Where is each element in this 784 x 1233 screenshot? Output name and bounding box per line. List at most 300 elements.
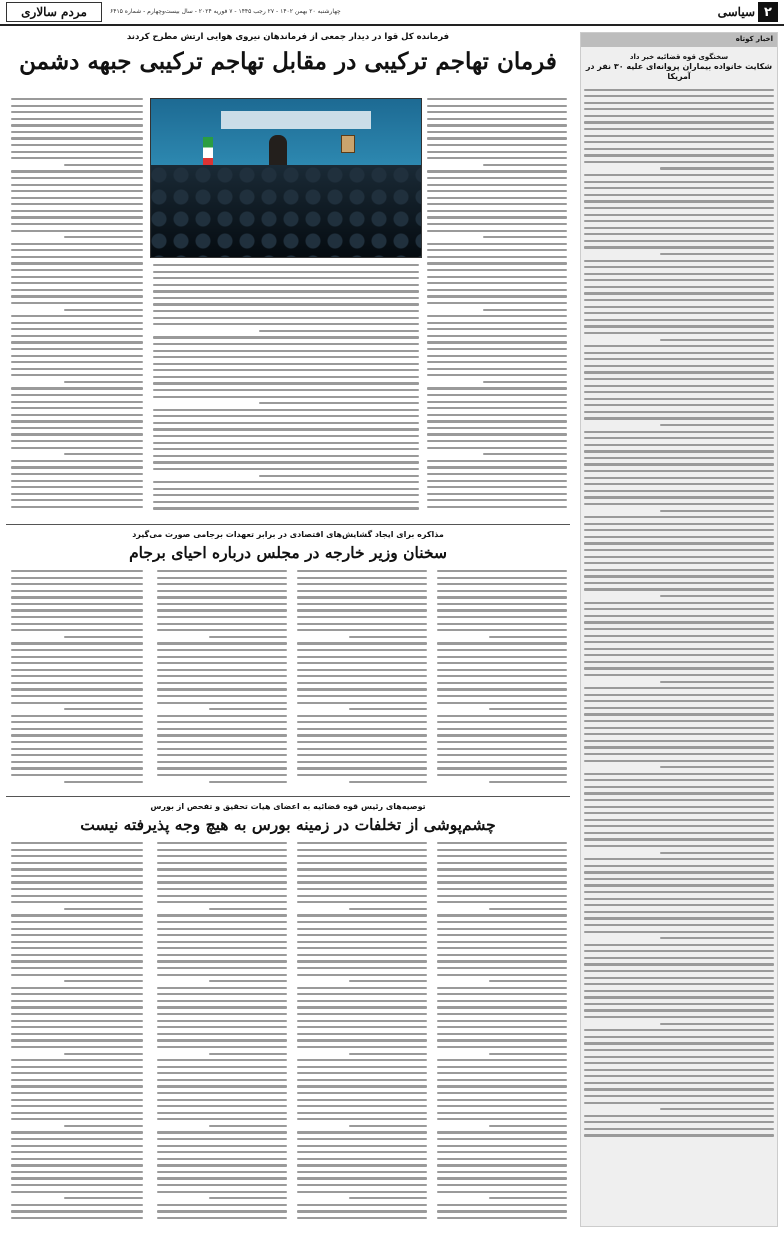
- body-text-lines: [8, 98, 146, 508]
- text-line: [437, 761, 567, 763]
- text-line: [297, 629, 427, 631]
- text-line: [437, 967, 567, 969]
- text-line: [427, 427, 567, 429]
- text-line: [11, 754, 143, 756]
- text-line: [427, 216, 567, 218]
- text-line: [157, 862, 287, 864]
- text-line: [297, 1033, 427, 1035]
- text-line: [584, 727, 774, 729]
- text-line: [584, 332, 774, 334]
- text-line: [297, 1026, 427, 1028]
- text-line: [11, 262, 143, 264]
- text-line: [437, 1204, 567, 1206]
- text-line: [584, 299, 774, 301]
- text-line: [11, 842, 143, 844]
- text-line: [157, 656, 287, 658]
- text-line: [11, 433, 143, 435]
- text-line: [660, 167, 774, 169]
- text-line: [11, 368, 143, 370]
- text-line: [11, 387, 143, 389]
- text-line: [584, 286, 774, 288]
- text-line: [584, 536, 774, 538]
- text-line: [427, 433, 567, 435]
- text-line: [11, 682, 143, 684]
- text-line: [153, 455, 419, 457]
- text-line: [427, 420, 567, 422]
- text-line: [427, 499, 567, 501]
- text-line: [297, 862, 427, 864]
- text-line: [297, 967, 427, 969]
- text-line: [157, 570, 287, 572]
- text-line: [584, 1003, 774, 1005]
- text-line: [64, 453, 143, 455]
- text-line: [584, 806, 774, 808]
- text-line: [660, 681, 774, 683]
- text-line: [297, 721, 427, 723]
- text-line: [584, 352, 774, 354]
- text-line: [483, 381, 567, 383]
- text-line: [427, 401, 567, 403]
- text-line: [157, 1204, 287, 1206]
- text-line: [584, 760, 774, 762]
- text-line: [11, 427, 143, 429]
- text-line: [64, 708, 143, 710]
- text-line: [11, 849, 143, 851]
- text-line: [584, 621, 774, 623]
- text-line: [297, 688, 427, 690]
- text-line: [297, 1020, 427, 1022]
- text-line: [584, 503, 774, 505]
- text-line: [584, 588, 774, 590]
- text-line: [153, 297, 419, 299]
- text-line: [584, 260, 774, 262]
- text-line: [427, 170, 567, 172]
- text-line: [11, 623, 143, 625]
- text-line: [584, 404, 774, 406]
- text-line: [584, 141, 774, 143]
- text-line: [11, 210, 143, 212]
- text-line: [437, 1026, 567, 1028]
- body-text-lines: [434, 570, 570, 783]
- text-line: [437, 1000, 567, 1002]
- text-line: [584, 483, 774, 485]
- text-line: [297, 590, 427, 592]
- text-line: [584, 1134, 774, 1136]
- text-line: [437, 583, 567, 585]
- text-line: [157, 1112, 287, 1114]
- text-line: [489, 980, 567, 982]
- text-line: [297, 1118, 427, 1120]
- text-line: [157, 1026, 287, 1028]
- text-line: [427, 506, 567, 508]
- text-line: [297, 1112, 427, 1114]
- text-line: [157, 734, 287, 736]
- text-line: [584, 648, 774, 650]
- text-line: [437, 1151, 567, 1153]
- text-line: [297, 1066, 427, 1068]
- text-line: [11, 249, 143, 251]
- text-line: [584, 450, 774, 452]
- text-line: [427, 190, 567, 192]
- text-line: [11, 361, 143, 363]
- text-line: [157, 1118, 287, 1120]
- sidebar-header: اخبار کوتاه: [581, 33, 777, 47]
- text-line: [11, 394, 143, 396]
- text-line: [437, 1013, 567, 1015]
- text-line: [11, 256, 143, 258]
- text-line: [427, 493, 567, 495]
- text-line: [584, 292, 774, 294]
- text-line: [11, 761, 143, 763]
- text-line: [11, 1033, 143, 1035]
- text-line: [11, 315, 143, 317]
- text-line: [427, 137, 567, 139]
- text-line: [157, 842, 287, 844]
- text-line: [437, 1085, 567, 1087]
- text-line: [11, 1131, 143, 1133]
- text-line: [584, 385, 774, 387]
- text-line: [153, 396, 419, 398]
- text-line: [297, 748, 427, 750]
- text-line: [584, 463, 774, 465]
- text-line: [584, 233, 774, 235]
- text-line: [11, 748, 143, 750]
- text-line: [297, 702, 427, 704]
- text-line: [11, 721, 143, 723]
- text-line: [11, 440, 143, 442]
- text-line: [297, 1079, 427, 1081]
- text-line: [660, 595, 774, 597]
- text-line: [349, 1125, 427, 1127]
- text-line: [157, 1059, 287, 1061]
- text-line: [584, 1062, 774, 1064]
- text-line: [11, 1177, 143, 1179]
- text-line: [11, 276, 143, 278]
- text-line: [437, 649, 567, 651]
- text-line: [297, 881, 427, 883]
- text-line: [584, 1036, 774, 1038]
- article2-column-3: [154, 570, 290, 792]
- text-line: [11, 734, 143, 736]
- text-line: [157, 868, 287, 870]
- text-line: [584, 89, 774, 91]
- text-line: [11, 414, 143, 416]
- text-line: [584, 128, 774, 130]
- text-line: [427, 203, 567, 205]
- text-line: [297, 1085, 427, 1087]
- text-line: [153, 264, 419, 266]
- text-line: [157, 1033, 287, 1035]
- text-line: [584, 687, 774, 689]
- text-line: [437, 728, 567, 730]
- text-line: [437, 1118, 567, 1120]
- text-line: [153, 448, 419, 450]
- text-line: [584, 1049, 774, 1051]
- text-line: [11, 590, 143, 592]
- text-line: [427, 348, 567, 350]
- text-line: [437, 842, 567, 844]
- text-line: [157, 960, 287, 962]
- text-line: [427, 374, 567, 376]
- audience-crowd: [151, 165, 421, 257]
- text-line: [584, 983, 774, 985]
- text-line: [483, 453, 567, 455]
- text-line: [584, 970, 774, 972]
- text-line: [584, 1128, 774, 1130]
- text-line: [297, 734, 427, 736]
- text-line: [157, 741, 287, 743]
- text-line: [157, 767, 287, 769]
- text-line: [584, 773, 774, 775]
- text-line: [427, 230, 567, 232]
- text-line: [427, 276, 567, 278]
- text-line: [437, 656, 567, 658]
- text-line: [11, 506, 143, 508]
- text-line: [297, 754, 427, 756]
- text-line: [584, 444, 774, 446]
- text-line: [11, 184, 143, 186]
- text-line: [11, 480, 143, 482]
- article1-column-1: [424, 98, 570, 516]
- text-line: [64, 636, 143, 638]
- text-line: [584, 832, 774, 834]
- text-line: [153, 369, 419, 371]
- text-line: [153, 310, 419, 312]
- text-line: [584, 306, 774, 308]
- text-line: [297, 662, 427, 664]
- text-line: [297, 855, 427, 857]
- text-line: [427, 486, 567, 488]
- text-line: [259, 402, 419, 404]
- text-line: [157, 875, 287, 877]
- text-line: [297, 741, 427, 743]
- text-line: [584, 746, 774, 748]
- text-line: [437, 993, 567, 995]
- text-line: [297, 609, 427, 611]
- text-line: [437, 577, 567, 579]
- text-line: [427, 368, 567, 370]
- text-line: [437, 987, 567, 989]
- text-line: [437, 1177, 567, 1179]
- text-line: [11, 355, 143, 357]
- text-line: [157, 1105, 287, 1107]
- text-line: [437, 875, 567, 877]
- text-line: [11, 875, 143, 877]
- text-line: [297, 1099, 427, 1101]
- text-line: [11, 341, 143, 343]
- text-line: [157, 928, 287, 930]
- text-line: [153, 422, 419, 424]
- text-line: [11, 118, 143, 120]
- text-line: [64, 381, 143, 383]
- text-line: [437, 695, 567, 697]
- text-line: [437, 675, 567, 677]
- text-line: [437, 767, 567, 769]
- text-line: [584, 635, 774, 637]
- sidebar-title: شکایت خانواده بیماران پروانه‌ای علیه ۳۰ نفر در آمریکا: [585, 61, 773, 82]
- text-line: [11, 987, 143, 989]
- text-line: [584, 378, 774, 380]
- text-line: [489, 1053, 567, 1055]
- newspaper-logo: مردم سالاری: [6, 2, 102, 22]
- text-line: [157, 774, 287, 776]
- text-line: [157, 987, 287, 989]
- masthead: [0, 0, 784, 26]
- text-line: [297, 577, 427, 579]
- text-line: [157, 1171, 287, 1173]
- text-line: [153, 323, 419, 325]
- text-line: [11, 901, 143, 903]
- text-line: [157, 941, 287, 943]
- text-line: [157, 1072, 287, 1074]
- text-line: [297, 1105, 427, 1107]
- text-line: [157, 662, 287, 664]
- text-line: [437, 748, 567, 750]
- text-line: [153, 284, 419, 286]
- text-line: [584, 615, 774, 617]
- text-line: [437, 702, 567, 704]
- text-line: [297, 947, 427, 949]
- text-line: [157, 603, 287, 605]
- text-line: [437, 914, 567, 916]
- text-line: [297, 1059, 427, 1061]
- text-line: [584, 963, 774, 965]
- text-line: [660, 937, 774, 939]
- text-line: [209, 1197, 287, 1199]
- text-line: [157, 888, 287, 890]
- text-line: [584, 417, 774, 419]
- text-line: [584, 990, 774, 992]
- text-line: [584, 371, 774, 373]
- text-line: [157, 1184, 287, 1186]
- text-line: [427, 361, 567, 363]
- text-line: [297, 596, 427, 598]
- text-line: [427, 269, 567, 271]
- text-line: [437, 849, 567, 851]
- text-line: [437, 721, 567, 723]
- text-line: [297, 774, 427, 776]
- text-line: [157, 754, 287, 756]
- text-line: [437, 901, 567, 903]
- text-line: [489, 908, 567, 910]
- article3-column-1: [434, 842, 570, 1227]
- text-line: [427, 473, 567, 475]
- text-line: [427, 355, 567, 357]
- text-line: [584, 240, 774, 242]
- text-line: [427, 118, 567, 120]
- text-line: [427, 295, 567, 297]
- text-line: [489, 708, 567, 710]
- text-line: [297, 993, 427, 995]
- text-line: [11, 1171, 143, 1173]
- text-line: [660, 1108, 774, 1110]
- text-line: [297, 695, 427, 697]
- text-line: [153, 382, 419, 384]
- text-line: [11, 420, 143, 422]
- text-line: [11, 230, 143, 232]
- text-line: [427, 440, 567, 442]
- text-line: [153, 428, 419, 430]
- article1-column-2: [150, 264, 422, 516]
- text-line: [11, 1105, 143, 1107]
- text-line: [584, 365, 774, 367]
- text-line: [427, 335, 567, 337]
- text-line: [157, 967, 287, 969]
- text-line: [489, 1125, 567, 1127]
- text-line: [157, 1138, 287, 1140]
- text-line: [11, 583, 143, 585]
- text-line: [427, 282, 567, 284]
- text-line: [437, 1039, 567, 1041]
- text-line: [11, 669, 143, 671]
- text-line: [584, 1082, 774, 1084]
- text-line: [157, 1006, 287, 1008]
- text-line: [584, 1095, 774, 1097]
- text-line: [584, 135, 774, 137]
- article1-column-3: [8, 98, 146, 516]
- text-line: [437, 1046, 567, 1048]
- text-line: [11, 974, 143, 976]
- text-line: [427, 98, 567, 100]
- portrait-frame: [341, 135, 355, 153]
- text-line: [437, 1033, 567, 1035]
- news-brief-sidebar: [580, 32, 778, 1227]
- article2-column-1: [434, 570, 570, 792]
- text-line: [349, 781, 427, 783]
- section-header: [718, 2, 778, 22]
- text-line: [297, 603, 427, 605]
- text-line: [584, 516, 774, 518]
- text-line: [157, 702, 287, 704]
- text-line: [349, 1197, 427, 1199]
- text-line: [259, 475, 419, 477]
- text-line: [11, 1191, 143, 1193]
- text-line: [437, 1191, 567, 1193]
- text-line: [11, 1204, 143, 1206]
- text-line: [297, 1177, 427, 1179]
- text-line: [584, 457, 774, 459]
- text-line: [584, 957, 774, 959]
- text-line: [11, 1059, 143, 1061]
- text-line: [11, 675, 143, 677]
- text-line: [11, 1145, 143, 1147]
- text-line: [660, 339, 774, 341]
- text-line: [64, 236, 143, 238]
- text-line: [437, 669, 567, 671]
- text-line: [153, 376, 419, 378]
- text-line: [157, 1066, 287, 1068]
- text-line: [427, 184, 567, 186]
- text-line: [584, 1075, 774, 1077]
- text-line: [153, 468, 419, 470]
- text-line: [584, 1115, 774, 1117]
- text-line: [584, 628, 774, 630]
- text-line: [11, 715, 143, 717]
- article-divider: [6, 524, 570, 525]
- text-line: [64, 1125, 143, 1127]
- text-line: [11, 98, 143, 100]
- text-line: [11, 289, 143, 291]
- text-line: [11, 144, 143, 146]
- text-line: [584, 825, 774, 827]
- text-line: [584, 891, 774, 893]
- text-line: [584, 325, 774, 327]
- text-line: [11, 954, 143, 956]
- text-line: [297, 960, 427, 962]
- text-line: [153, 303, 419, 305]
- text-line: [437, 688, 567, 690]
- text-line: [11, 111, 143, 113]
